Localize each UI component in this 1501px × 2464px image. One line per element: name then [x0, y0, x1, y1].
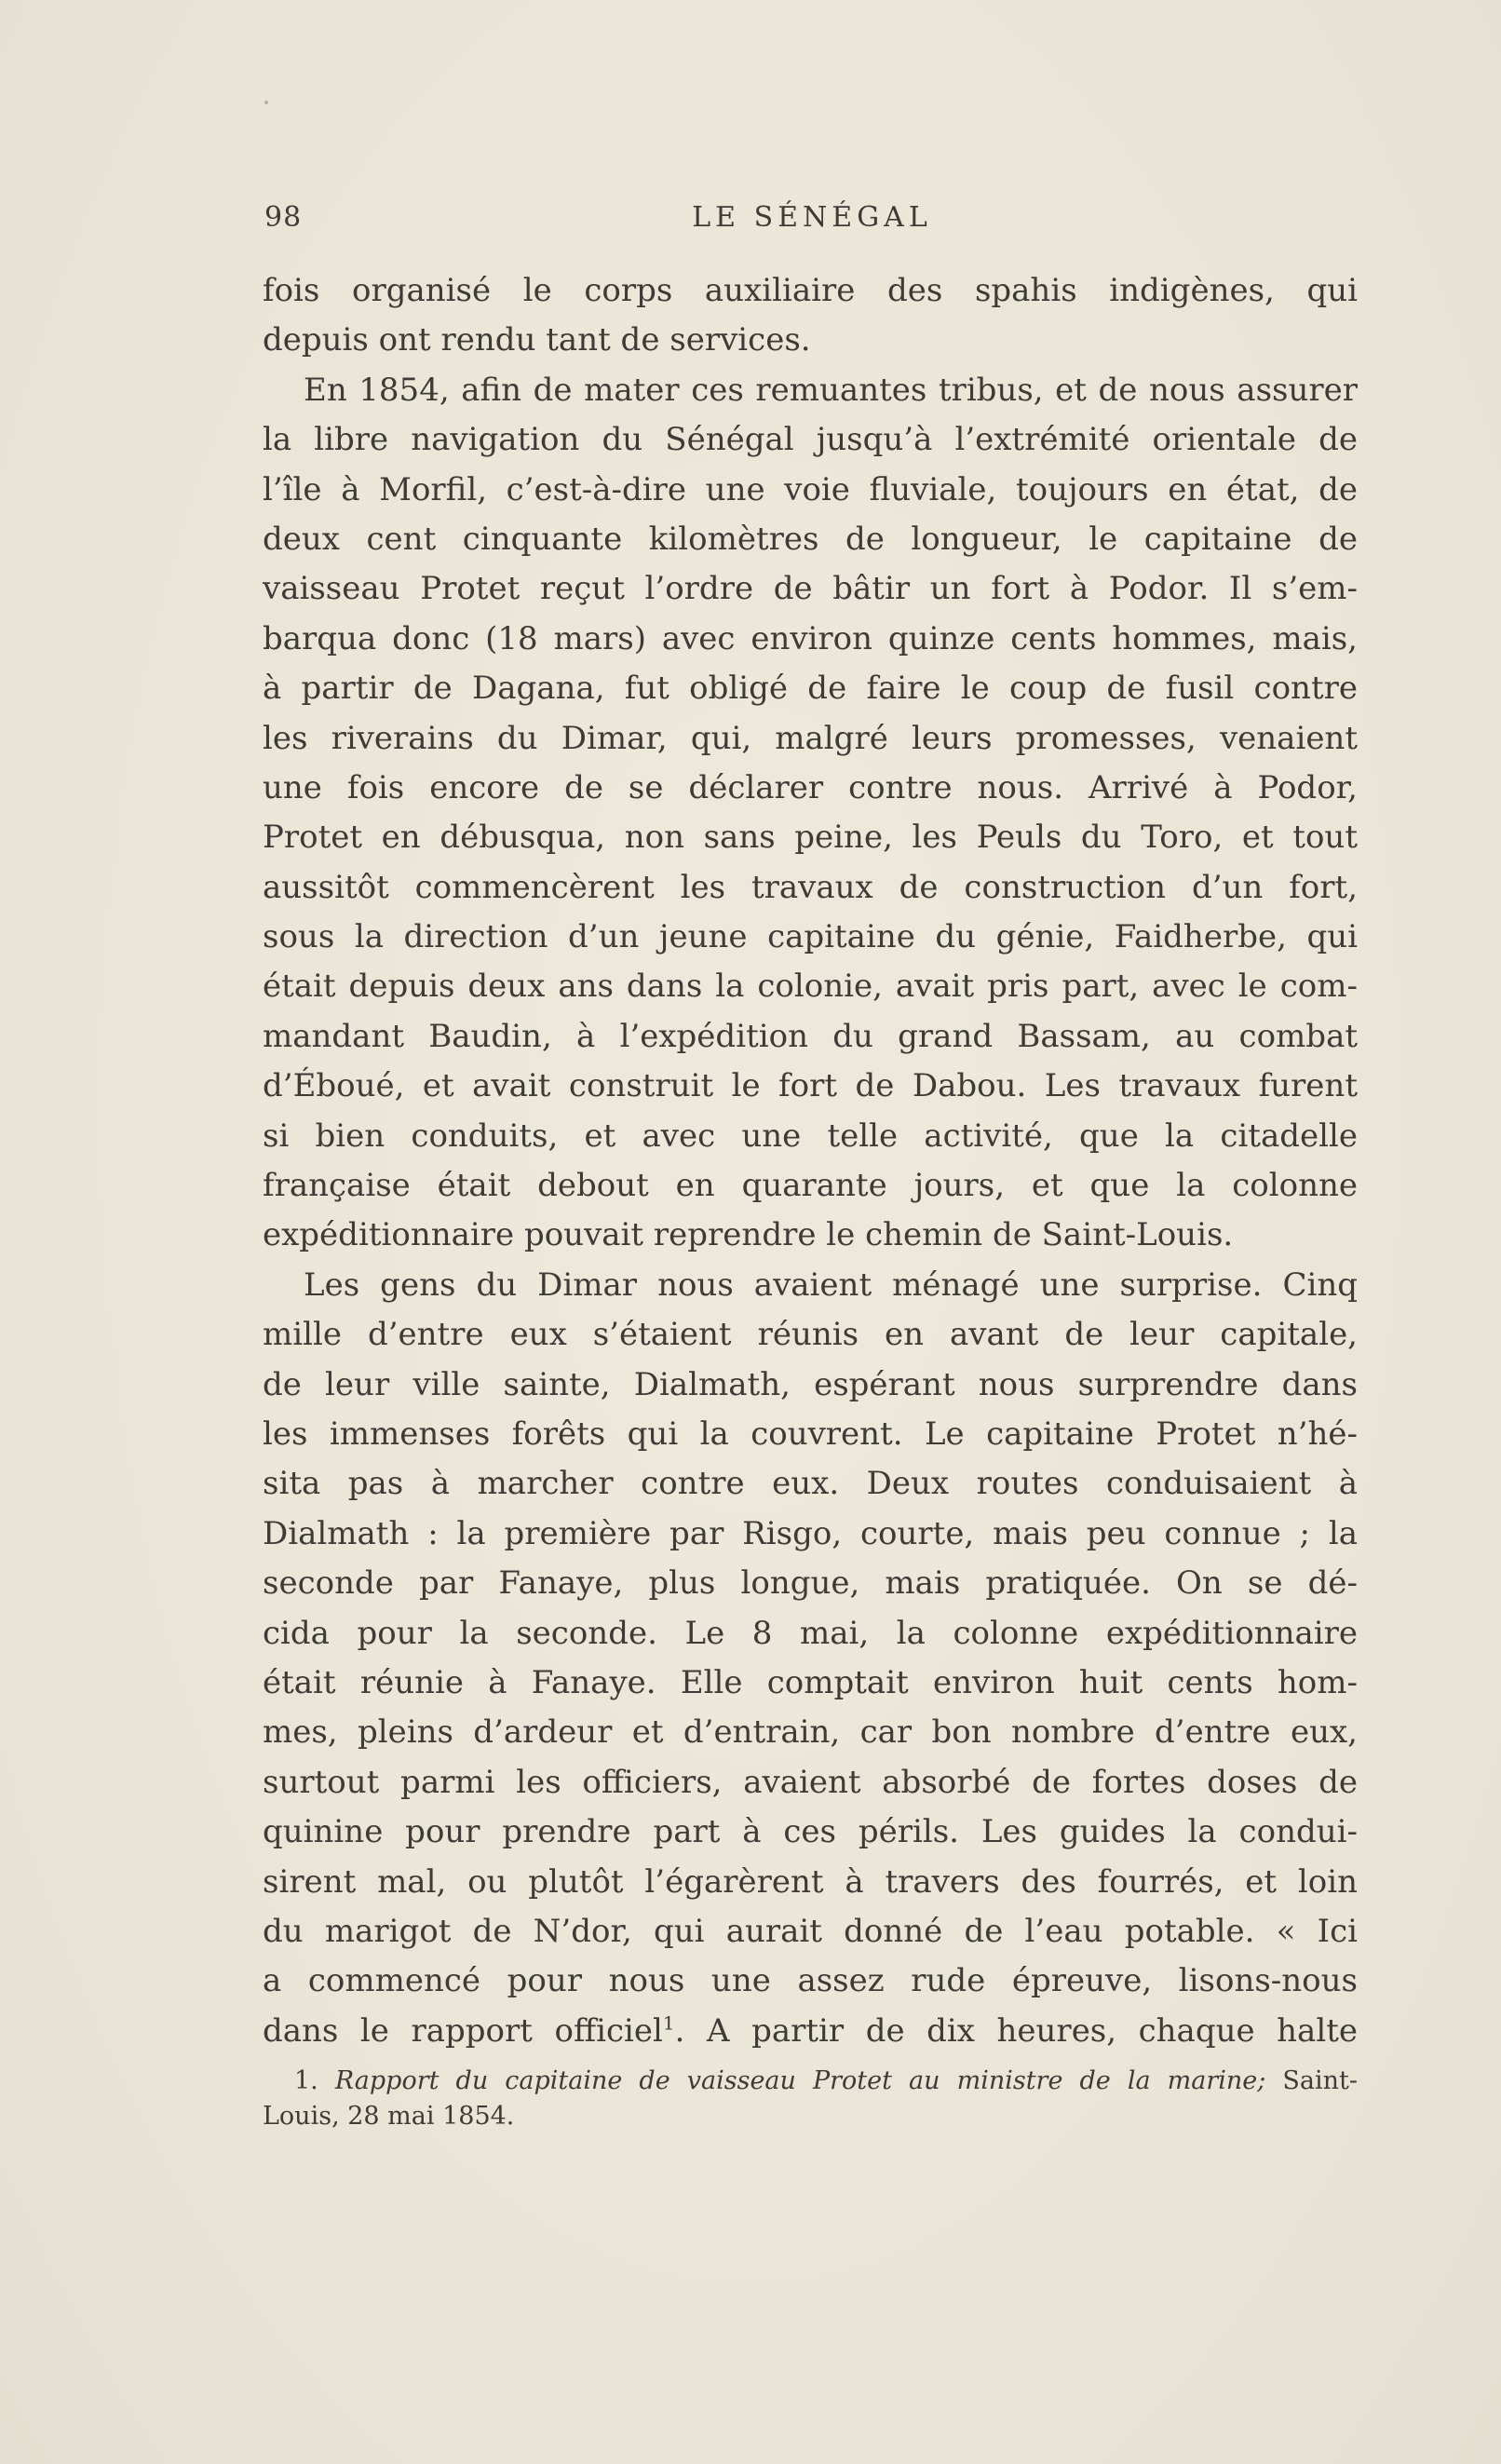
text-line: quinine pour prendre part à ces périls. Les guides la condui-	[263, 1813, 1358, 1851]
footnote-line	[263, 2064, 1358, 2099]
text-line: une fois encore de se déclarer contre nous. Arrivé à Podor,	[263, 768, 1358, 806]
paper-speck	[264, 101, 268, 104]
text-line: mes, pleins d’ardeur et d’entrain, car bon nombre d’entre eux,	[263, 1713, 1358, 1752]
text-segment: . A partir de dix heures, chaque halte	[674, 2011, 1358, 2050]
footnote	[263, 2064, 1358, 2134]
text-line: depuis ont rendu tant de services.	[263, 321, 811, 359]
text-line: était réunie à Fanaye. Elle comptait environ huit cents hom-	[263, 1663, 1358, 1701]
text-line: à partir de Dagana, fut obligé de faire le coup de fusil contre	[263, 670, 1358, 708]
text-line-with-footnote-ref	[263, 2007, 1358, 2056]
text-segment: dans le rapport officiel	[263, 2011, 663, 2050]
text-line: de leur ville sainte, Dialmath, espérant nous surprendre dans	[263, 1365, 1358, 1403]
text-line: l’île à Morfil, c’est-à-dire une voie fluviale, toujours en état, de	[263, 470, 1358, 508]
page-header	[264, 197, 1359, 238]
text-line: vaisseau Protet reçut l’ordre de bâtir un fort à Podor. Il s’em-	[263, 570, 1358, 608]
text-line: mandant Baudin, à l’expédition du grand Bassam, au combat	[263, 1017, 1358, 1055]
text-line: cida pour la seconde. Le 8 mai, la colonne expéditionnaire	[263, 1614, 1358, 1652]
text-line: sita pas à marcher contre eux. Deux routes conduisaient à	[263, 1465, 1358, 1503]
footnote-text: Saint-	[1282, 2066, 1358, 2095]
text-line: expéditionnaire pouvait reprendre le chemin de Saint-Louis.	[263, 1216, 1234, 1254]
footnote-italic-title: Rapport du capitaine de vaisseau Protet au ministre de la marine;	[334, 2066, 1266, 2095]
text-line: d’Éboué, et avait construit le fort de Dabou. Les travaux furent	[263, 1067, 1358, 1105]
page-number: 98	[264, 201, 303, 234]
text-line: du marigot de N’dor, qui aurait donné de l’eau potable. « Ici	[263, 1912, 1358, 1950]
text-line: si bien conduits, et avec une telle activité, que la citadelle	[263, 1117, 1358, 1155]
text-line: les riverains du Dimar, qui, malgré leurs promesses, venaient	[263, 719, 1358, 757]
text-line: surtout parmi les officiers, avaient absorbé de fortes doses de	[263, 1763, 1358, 1801]
text-line: fois organisé le corps auxiliaire des spahis indigènes, qui	[263, 272, 1358, 309]
text-line: Dialmath : la première par Risgo, courte, mais peu connue ; la	[263, 1514, 1358, 1552]
text-line: les immenses forêts qui la couvrent. Le capitaine Protet n’hé-	[263, 1415, 1358, 1453]
text-line: française était debout en quarante jours, et que la colonne	[263, 1167, 1358, 1205]
text-line: mille d’entre eux s’étaient réunis en avant de leur capitale,	[263, 1316, 1358, 1354]
text-line: deux cent cinquante kilomètres de longueur, le capitaine de	[263, 520, 1358, 558]
footnote-reference[interactable]: 1	[662, 2011, 675, 2035]
text-line: sous la direction d’un jeune capitaine du génie, Faidherbe, qui	[263, 918, 1358, 956]
text-line: Protet en débusqua, non sans peine, les Peuls du Toro, et tout	[263, 819, 1358, 857]
footnote-line: Louis, 28 mai 1854.	[263, 2102, 515, 2131]
text-line: a commencé pour nous une assez rude épreuve, lisons-nous	[263, 1962, 1358, 2000]
text-line: barqua donc (18 mars) avec environ quinze cents hommes, mais,	[263, 619, 1358, 657]
text-line: sirent mal, ou plutôt l’égarèrent à travers des fourrés, et loin	[263, 1862, 1358, 1901]
text-line: était depuis deux ans dans la colonie, avait pris part, avec le com-	[263, 968, 1358, 1006]
text-line: la libre navigation du Sénégal jusqu’à l’extrémité orientale de	[263, 421, 1358, 459]
body-text	[263, 266, 1358, 2056]
text-line: Les gens du Dimar nous avaient ménagé une surprise. Cinq	[304, 1266, 1358, 1304]
text-line: En 1854, afin de mater ces remuantes tribus, et de nous assurer	[304, 371, 1358, 409]
text-line: aussitôt commencèrent les travaux de construction d’un fort,	[263, 868, 1358, 906]
text-line: seconde par Fanaye, plus longue, mais pratiquée. On se dé-	[263, 1564, 1358, 1603]
running-title: LE SÉNÉGAL	[692, 201, 932, 234]
footnote-number: 1.	[294, 2066, 318, 2095]
